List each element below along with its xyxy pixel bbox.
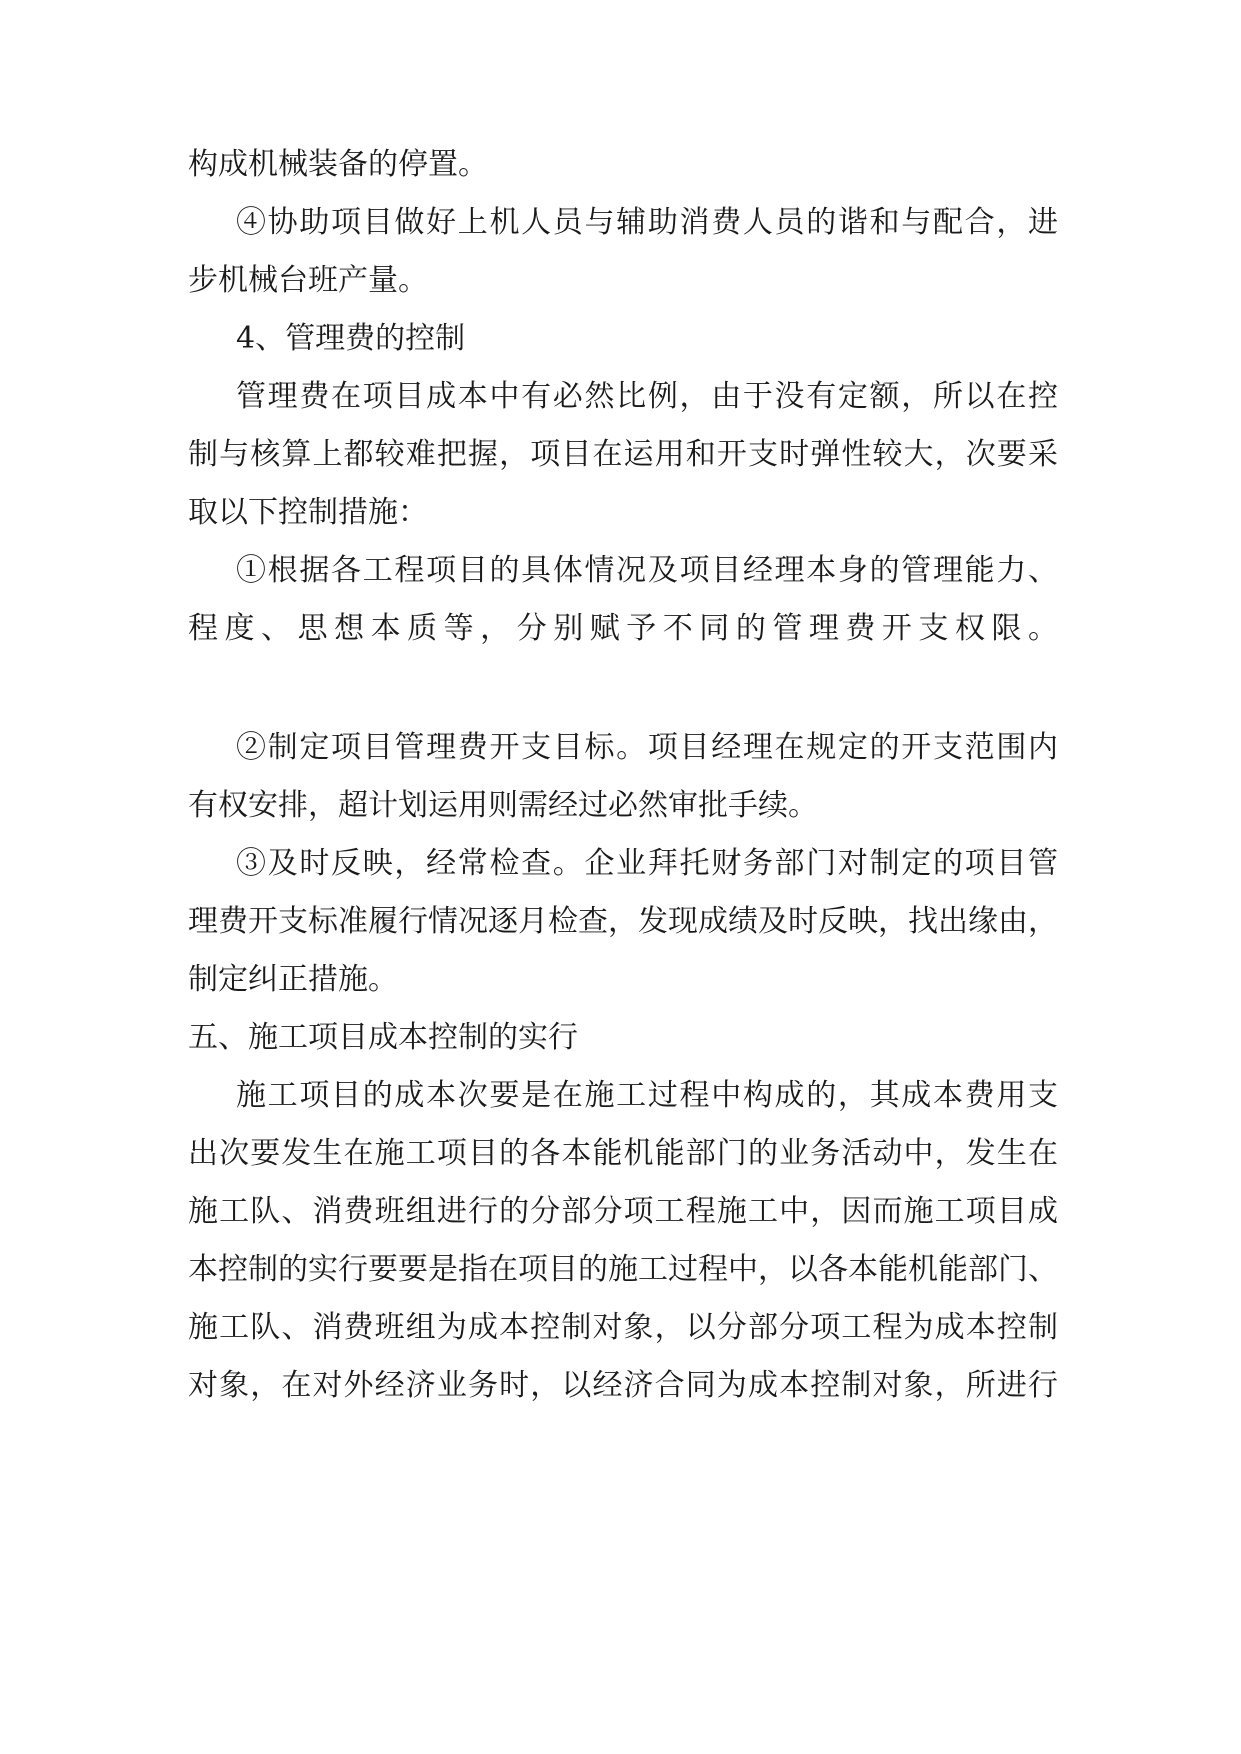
text-line-7: 取以下控制措施：: [188, 495, 428, 530]
text-line-9: 程度、思想本质等，分别赋予不同的管理费开支权限。: [188, 611, 1058, 646]
text-line-17: 出次要发生在施工项目的各本能机能部门的业务活动中，发生在: [188, 1136, 1058, 1171]
text-line-19: 本控制的实行要要是指在项目的施工过程中，以各本能机能部门、: [188, 1252, 1058, 1287]
section-heading-management-fee: 4、管理费的控制: [236, 321, 466, 356]
section-heading-cost-control: 五、施工项目成本控制的实行: [188, 1020, 578, 1055]
text-line-20: 施工队、消费班组为成本控制对象，以分部分项工程为成本控制: [188, 1310, 1058, 1345]
text-line-12: ③及时反映，经常检查。企业拜托财务部门对制定的项目管: [236, 846, 1058, 881]
text-line-1: 构成机械装备的停置。: [188, 147, 488, 182]
text-line-13: 理费开支标准履行情况逐月检查，发现成绩及时反映，找出缘由，: [188, 904, 1058, 939]
text-line-14: 制定纠正措施。: [188, 962, 398, 997]
text-line-5: 管理费在项目成本中有必然比例，由于没有定额，所以在控: [236, 379, 1058, 414]
text-line-16: 施工项目的成本次要是在施工过程中构成的，其成本费用支: [236, 1078, 1058, 1113]
text-line-8: ①根据各工程项目的具体情况及项目经理本身的管理能力、: [236, 553, 1058, 588]
text-line-18: 施工队、消费班组进行的分部分项工程施工中，因而施工项目成: [188, 1194, 1058, 1229]
text-line-21: 对象，在对外经济业务时，以经济合同为成本控制对象，所进行: [188, 1368, 1058, 1403]
text-line-2: ④协助项目做好上机人员与辅助消费人员的谐和与配合，进: [236, 205, 1058, 240]
text-line-10: ②制定项目管理费开支目标。项目经理在规定的开支范围内: [236, 730, 1058, 765]
text-line-6: 制与核算上都较难把握，项目在运用和开支时弹性较大，次要采: [188, 437, 1058, 472]
text-line-11: 有权安排，超计划运用则需经过必然审批手续。: [188, 788, 818, 823]
text-line-3: 步机械台班产量。: [188, 263, 428, 298]
